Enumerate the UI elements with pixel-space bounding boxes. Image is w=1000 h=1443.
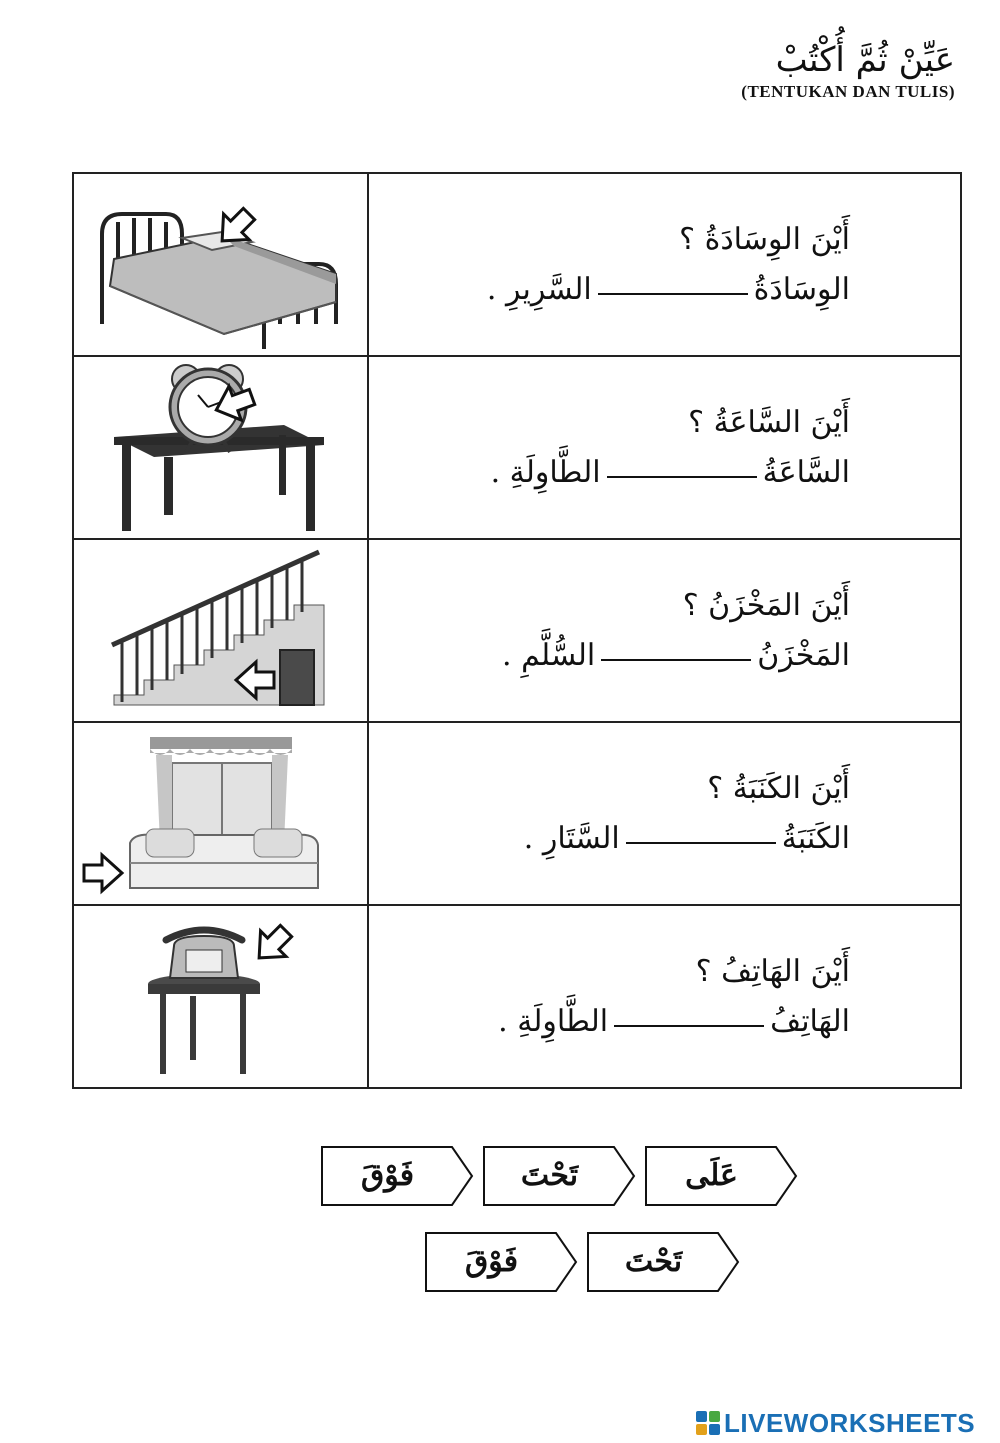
picture-cell	[73, 356, 368, 539]
answer-end: السُّلَّمِ .	[502, 637, 596, 673]
brand-name: LIVEWORKSHEETS	[724, 1407, 976, 1438]
choice-tag[interactable]	[644, 1145, 799, 1207]
instruction-malay: (TENTUKAN DAN TULIS)	[741, 82, 955, 101]
answer-sentence	[369, 448, 850, 498]
instruction-arabic: عَيِّنْ ثُمَّ أُكْتُبْ	[775, 40, 955, 80]
question-cell	[368, 539, 961, 722]
answer-end: الطَّاوِلَةِ .	[498, 1003, 609, 1039]
picture-cell	[73, 905, 368, 1088]
worksheet-header	[741, 38, 955, 102]
question-text: أَيْنَ السَّاعَةُ ؟	[688, 404, 850, 440]
question-text: أَيْنَ المَخْزَنُ ؟	[682, 587, 850, 623]
choice-label: عَلَى	[685, 1158, 738, 1193]
choice-label: فَوْقَ	[360, 1158, 415, 1193]
answer-start: السَّاعَةُ	[762, 454, 850, 490]
answer-sentence	[369, 814, 850, 864]
answer-sentence	[369, 265, 850, 315]
clock-on-table-picture	[74, 357, 367, 538]
answer-blank[interactable]	[614, 1025, 764, 1027]
answer-end: السَّتَارِ .	[523, 820, 620, 856]
picture-cell	[73, 722, 368, 905]
question-cell	[368, 356, 961, 539]
answer-end: السَّرِيرِ .	[486, 271, 592, 307]
choice-tag[interactable]	[586, 1231, 741, 1293]
bed-with-pillow-picture	[74, 174, 367, 355]
answer-sentence	[369, 997, 850, 1047]
question-cell	[368, 173, 961, 356]
exercise-row	[73, 905, 961, 1088]
answer-start: الهَاتِفُ	[770, 1003, 850, 1039]
picture-cell	[73, 539, 368, 722]
choice-tag[interactable]	[482, 1145, 637, 1207]
picture-cell	[73, 173, 368, 356]
exercise-row	[73, 356, 961, 539]
liveworksheets-logo	[696, 1408, 975, 1438]
choice-tag[interactable]	[424, 1231, 579, 1293]
answer-start: الوِسَادَةُ	[753, 271, 850, 307]
choice-label: تَحْتَ	[624, 1244, 683, 1279]
question-text: أَيْنَ الهَاتِفُ ؟	[695, 953, 850, 989]
answer-blank[interactable]	[607, 476, 757, 478]
door-icon	[280, 650, 314, 705]
choice-label: فَوْقَ	[464, 1244, 519, 1279]
answer-blank[interactable]	[626, 842, 776, 844]
choice-label: تَحْتَ	[520, 1158, 579, 1193]
exercise-row	[73, 722, 961, 905]
arrow-icon	[246, 918, 298, 970]
curtain-icon	[150, 749, 292, 755]
liveworksheets-logo-icon	[696, 1411, 720, 1435]
telephone-on-table-picture	[74, 906, 367, 1087]
answer-end: الطَّاوِلَةِ .	[490, 454, 601, 490]
exercise-row	[73, 173, 961, 356]
answer-blank[interactable]	[601, 659, 751, 661]
choice-tag[interactable]	[320, 1145, 475, 1207]
exercise-row	[73, 539, 961, 722]
exercise-table	[72, 172, 962, 1089]
answer-blank[interactable]	[598, 293, 748, 295]
answer-start: الكَنَبَةُ	[781, 820, 850, 856]
question-text: أَيْنَ الكَنَبَةُ ؟	[707, 770, 850, 806]
answer-start: المَخْزَنُ	[757, 637, 850, 673]
question-text: أَيْنَ الوِسَادَةُ ؟	[679, 221, 850, 257]
sofa-under-curtain-picture	[74, 723, 367, 904]
question-cell	[368, 722, 961, 905]
answer-sentence	[369, 631, 850, 681]
arrow-icon	[84, 855, 122, 891]
storeroom-under-stairs-picture	[74, 540, 367, 721]
question-cell	[368, 905, 961, 1088]
